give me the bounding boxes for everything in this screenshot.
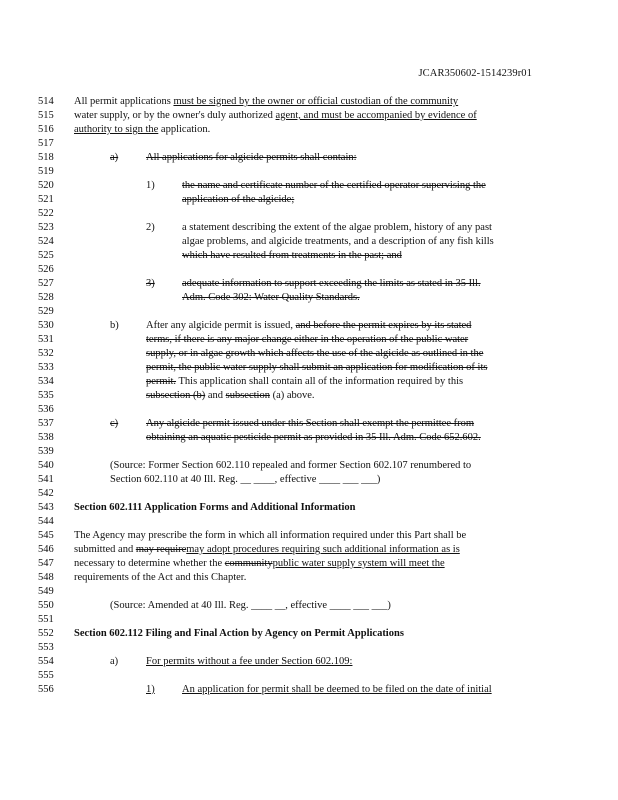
line-number: 526 (38, 264, 54, 275)
line-number: 542 (38, 488, 54, 499)
text-line: After any algicide permit is issued, and before the permit expires by its stated (146, 320, 472, 331)
line-number: 519 (38, 166, 54, 177)
line-number: 548 (38, 572, 54, 583)
line-number: 518 (38, 152, 54, 163)
line-number: 552 (38, 628, 54, 639)
line-number: 536 (38, 404, 54, 415)
line-number: 523 (38, 222, 54, 233)
line-number: 546 (38, 544, 54, 555)
text-line: necessary to determine whether the communitypublic water supply system will meet the (74, 558, 445, 569)
text-line: supply, or in algae growth which affects the use of the algicide as outlined in the (146, 348, 484, 359)
line-number: 527 (38, 278, 54, 289)
subsection-b-marker: b) (110, 320, 119, 331)
line-number: 555 (38, 670, 54, 681)
line-number: 547 (38, 558, 54, 569)
text-line: algae problems, and algicide treatments, and a description of any fish kills (182, 236, 494, 247)
line-number: 530 (38, 320, 54, 331)
line-number: 537 (38, 418, 54, 429)
line-number: 531 (38, 334, 54, 345)
line-number: 545 (38, 530, 54, 541)
line-number: 528 (38, 292, 54, 303)
line-number: 539 (38, 446, 54, 457)
line-number: 543 (38, 502, 54, 513)
item-marker: 1) (146, 180, 155, 191)
line-number: 551 (38, 614, 54, 625)
line-number: 549 (38, 586, 54, 597)
section-heading: Section 602.111 Application Forms and Additional Information (74, 502, 356, 513)
text-line: adequate information to support exceeding the limits as stated in 35 Ill. (182, 278, 481, 289)
text-line: a statement describing the extent of the algae problem, history of any past (182, 222, 492, 233)
text-line: permit, the public water supply shall submit an application for modification of its (146, 362, 488, 373)
text-line: application of the algicide; (182, 194, 295, 205)
text-line: subsection (b) and subsection (a) above. (146, 390, 315, 401)
text-line: terms, if there is any major change either in the operation of the public water (146, 334, 469, 345)
line-number: 517 (38, 138, 54, 149)
text-line: An application for permit shall be deemed to be filed on the date of initial (182, 684, 492, 695)
line-number: 525 (38, 250, 54, 261)
line-number: 516 (38, 124, 54, 135)
line-number: 520 (38, 180, 54, 191)
line-number: 550 (38, 600, 54, 611)
line-number: 534 (38, 376, 54, 387)
subsection-a-marker: a) (110, 152, 119, 163)
text-line: Adm. Code 302: Water Quality Standards. (182, 292, 360, 303)
text-line: permit. This application shall contain all of the information required by this (146, 376, 464, 387)
text-line: authority to sign the application. (74, 124, 211, 135)
item-marker: 2) (146, 222, 155, 233)
section-heading: Section 602.112 Filing and Final Action by Agency on Permit Applications (74, 628, 404, 639)
line-number: 556 (38, 684, 54, 695)
text-line: All applications for algicide permits shall contain: (146, 152, 357, 163)
text-line: requirements of the Act and this Chapter. (74, 572, 247, 583)
text-line: submitted and may requiremay adopt procedures requiring such additional information as is (74, 544, 460, 555)
line-number: 514 (38, 96, 54, 107)
line-number: 538 (38, 432, 54, 443)
line-number: 544 (38, 516, 54, 527)
item-marker: 1) (146, 684, 155, 695)
line-number: 515 (38, 110, 54, 121)
source-note: (Source: Former Section 602.110 repealed and former Section 602.107 renumbered to (110, 460, 472, 471)
line-number: 554 (38, 656, 54, 667)
subsection-a-marker: a) (110, 656, 119, 667)
line-number: 522 (38, 208, 54, 219)
text-line: For permits without a fee under Section 602.109: (146, 656, 353, 667)
text-line: Any algicide permit issued under this Section shall exempt the permittee from (146, 418, 475, 429)
document-id-header: JCAR350602-1514239r01 (418, 68, 532, 79)
source-note: Section 602.110 at 40 Ill. Reg. __ ____, effective ____ ___ ___) (110, 474, 381, 485)
text-line: obtaining an aquatic pesticide permit as provided in 35 Ill. Adm. Code 652.602. (146, 432, 481, 443)
text-line: The Agency may prescribe the form in which all information required under this Part shall be (74, 530, 467, 541)
text-line: which have resulted from treatments in the past; and (182, 250, 402, 261)
text-line: All permit applications must be signed by the owner or official custodian of the community (74, 96, 459, 107)
line-number: 535 (38, 390, 54, 401)
text-line: water supply, or by the owner's duly authorized agent, and must be accompanied by evidence of (74, 110, 477, 121)
item-marker: 3) (146, 278, 155, 289)
line-number: 533 (38, 362, 54, 373)
line-number: 529 (38, 306, 54, 317)
line-number: 553 (38, 642, 54, 653)
subsection-c-marker: c) (110, 418, 119, 429)
line-number: 532 (38, 348, 54, 359)
line-number: 524 (38, 236, 54, 247)
line-number: 521 (38, 194, 54, 205)
source-note: (Source: Amended at 40 Ill. Reg. ____ __, effective ____ ___ ___) (110, 600, 391, 611)
text-line: the name and certificate number of the certified operator supervising the (182, 180, 486, 191)
line-number: 540 (38, 460, 54, 471)
line-number: 541 (38, 474, 54, 485)
